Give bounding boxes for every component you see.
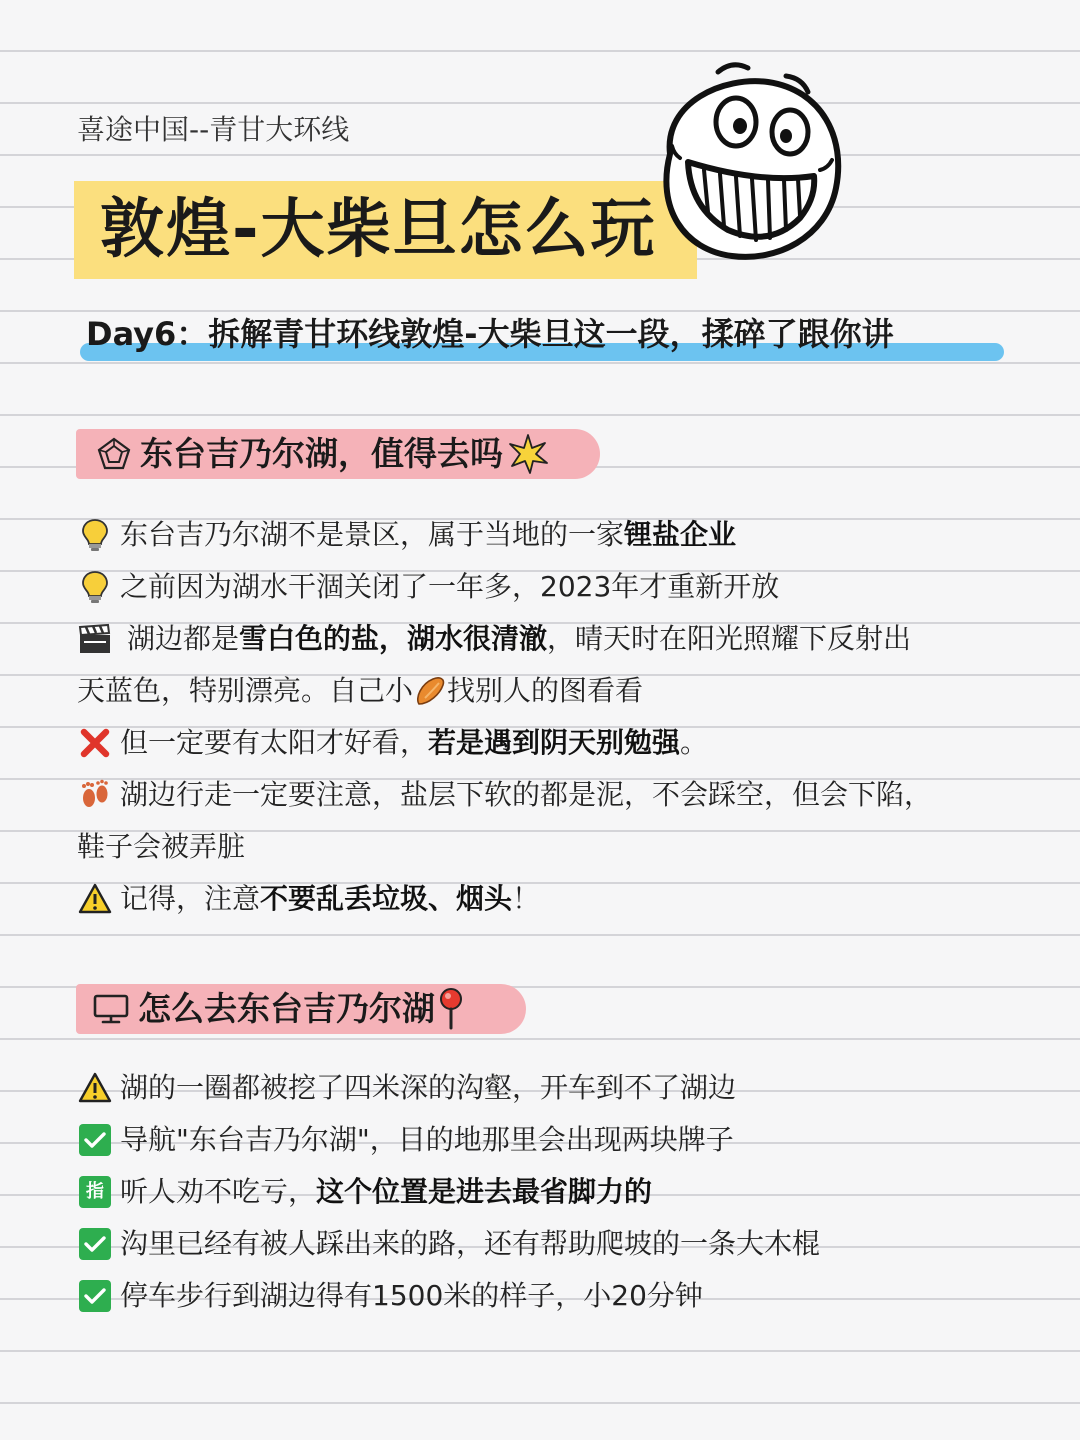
section-heading-1-text: 东台吉乃尔湖，值得去吗: [140, 434, 503, 473]
list-item: 沟里已经有被人踩出来的路，还有帮助爬坡的一条大木棍: [77, 1218, 820, 1270]
list-item: 导航"东台吉乃尔湖"，目的地那里会出现两块牌子: [77, 1114, 734, 1166]
series-label: 喜途中国--青甘大环线: [77, 113, 350, 146]
warning-icon: [77, 1070, 113, 1106]
list-item: 指 听人劝不吃亏， 这个位置是进去最省脚力的: [77, 1166, 652, 1218]
lightbulb-icon: [77, 517, 113, 553]
sweet-potato-icon: [413, 674, 447, 708]
section-heading-2-text: 怎么去东台吉乃尔湖: [138, 989, 435, 1028]
page-title: 敦煌-大柴旦怎么玩: [100, 193, 657, 267]
location-pin-icon: [437, 987, 465, 1031]
warning-icon: [77, 881, 113, 917]
grinning-face-icon: [640, 58, 850, 270]
check-mark-icon: [77, 1122, 113, 1158]
lightbulb-icon: [77, 569, 113, 605]
list-item: 天蓝色，特别漂亮。自己小 找别人的图看看: [77, 674, 644, 707]
sparkle-icon: [507, 433, 549, 475]
pentagon-badge-icon: [96, 436, 132, 472]
list-item: 但一定要有太阳才好看， 若是遇到阴天别勉强 。: [77, 717, 708, 769]
zhi-sign-icon: 指: [77, 1174, 113, 1210]
cross-mark-icon: [77, 725, 113, 761]
list-item: 鞋子会被弄脏: [77, 830, 246, 863]
check-mark-icon: [77, 1278, 113, 1314]
list-item: 湖边行走一定要注意，盐层下软的都是泥，不会踩空，但会下陷，: [77, 769, 932, 821]
list-item: 东台吉乃尔湖不是景区，属于当地的一家 锂盐企业: [77, 509, 736, 561]
section-heading-1: [96, 428, 549, 480]
section-heading-2: [92, 983, 465, 1035]
page-subtitle: Day6：拆解青甘环线敦煌-大柴旦这一段，揉碎了跟你讲: [86, 315, 894, 353]
list-item: 记得，注意 不要乱丢垃圾、烟头 ！: [77, 873, 540, 925]
monitor-icon: [92, 992, 130, 1026]
list-item: 停车步行到湖边得有1500米的样子，小20分钟: [77, 1270, 703, 1322]
footprints-icon: [77, 777, 113, 813]
list-item: 湖边都是 雪白色的盐，湖水很清澈 ，晴天时在阳光照耀下反射出: [77, 613, 911, 665]
list-item: 之前因为湖水干涸关闭了一年多，2023年才重新开放: [77, 561, 779, 613]
check-mark-icon: [77, 1226, 113, 1262]
list-item: 湖的一圈都被挖了四米深的沟壑，开车到不了湖边: [77, 1062, 736, 1114]
clapperboard-icon: [77, 621, 113, 657]
